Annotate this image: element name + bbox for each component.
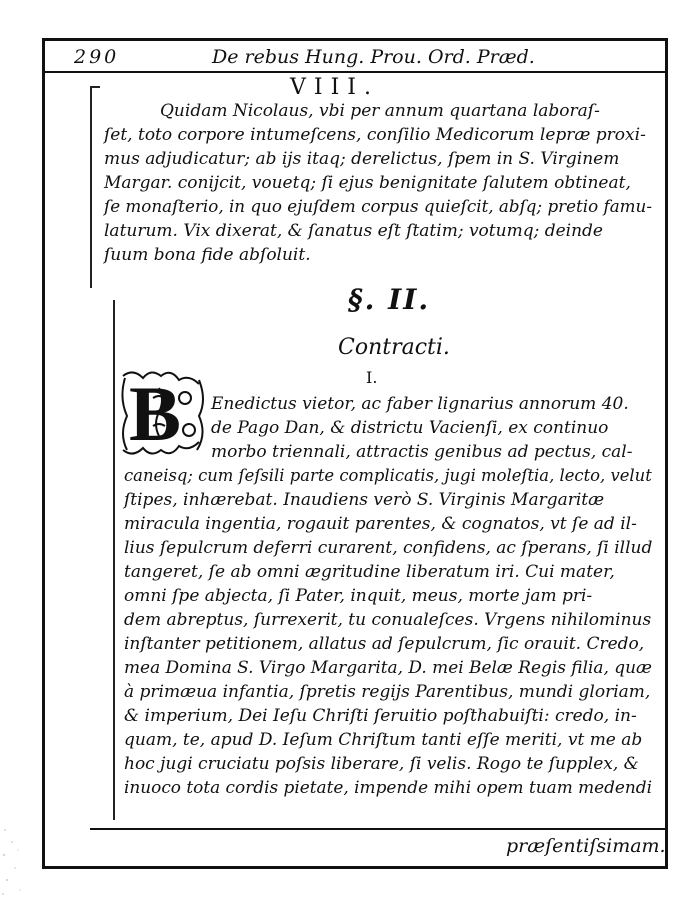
section-numeral: VIII. [290,75,379,100]
paper-speckle [0,820,30,900]
text-line: inſtanter petitionem, allatus ad ſepulcrum, ſic orauit. Credo, [124,634,645,654]
text-line: mea Domina S. Virgo Margarita, D. mei Belæ Regis filia, quæ [124,658,652,678]
running-title: De rebus Hung. Prou. Ord. Præd. [212,46,535,68]
text-line: à primæua infantia, ſpretis regijs Parentibus, mundi gloriam, [124,682,651,702]
text-line: morbo triennali, attractis genibus ad pectus, cal- [211,442,633,462]
decorated-initial [119,368,207,458]
text-bracket [113,300,115,820]
page-header [62,44,652,70]
frame-left-rule [42,38,45,868]
dropcap-letter: B [129,370,182,457]
text-line: mus adjudicatur; ab ijs itaq; derelictus, ſpem in S. Virginem [104,149,620,169]
text-line: hoc jugi cruciatu poſsis liberare, ſi velis. Rogo te ſupplex, & [124,754,639,774]
text-line: Quidam Nicolaus, vbi per annum quartana laboraſ- [160,101,600,121]
text-line: caneisq; cum ſeſsili parte complicatis, jugi moleſtia, lecto, velut [124,466,652,486]
text-line: quam, te, apud D. Ieſum Chriſtum tanti eſſe meriti, vt me ab [124,730,643,750]
catchword-rule [90,828,668,830]
section-bracket [90,86,92,288]
header-rule [42,71,668,73]
text-line: Margar. conijcit, vouetq; ſi ejus benignitate ſalutem obtineat, [104,173,631,193]
item-numeral: I. [366,368,378,387]
text-line: tangeret, ſe ab omni ægritudine liberatum iri. Cui mater, [124,562,615,582]
section-bracket-cap [90,86,100,88]
text-line: Enedictus vietor, ac faber lignarius annorum 40. [211,394,629,414]
text-line: & imperium, Dei Ieſu Chriſti ſeruitio poſthabuiſti: credo, in- [124,706,637,726]
text-line: ſe monaſterio, in quo ejuſdem corpus quieſcit, abſq; pretio famu- [104,197,652,217]
section-heading: §. II. [348,283,431,316]
text-line: laturum. Vix dixerat, & ſanatus eſt ſtatim; votumq; deinde [104,221,603,241]
text-line: omni ſpe abjecta, ſi Pater, inquit, meus, morte jam pri- [124,586,593,606]
frame-right-rule [665,38,668,868]
text-line: ſtipes, inhærebat. Inaudiens verò S. Virginis Margaritæ [124,490,605,510]
catchword: præſentiſsimam. [506,835,666,857]
text-line: dem abreptus, ſurrexerit, tu conualeſces. Vrgens nihilominus [124,610,652,630]
text-line: ſet, toto corpore intumeſcens, conſilio Medicorum lepræ proxi- [104,125,646,145]
text-line: lius ſepulcrum deferri curarent, confidens, ac ſperans, ſi illud [124,538,653,558]
frame-top-rule [42,38,668,41]
page-number: 290 [74,46,120,68]
text-line: inuoco tota cordis pietate, impende mihi opem tuam medendi [124,778,653,798]
frame-bottom-rule [42,866,668,869]
text-line: ſuum bona fide abſoluit. [104,245,311,265]
text-line: de Pago Dan, & districtu Vacienſi, ex continuo [211,418,609,438]
text-line: miracula ingentia, rogauit parentes, & cognatos, vt ſe ad il- [124,514,637,534]
section-subheading: Contracti. [338,335,450,360]
